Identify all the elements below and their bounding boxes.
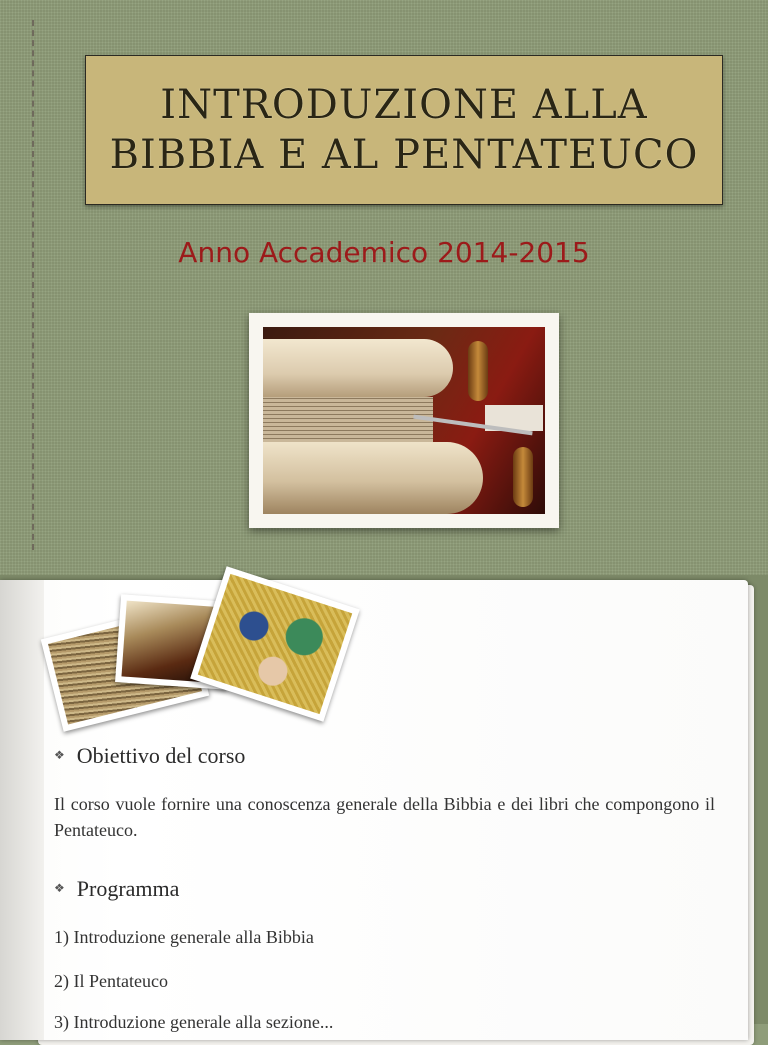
title-line-2: BIBBIA E AL PENTATEUCO — [109, 132, 699, 178]
section-heading-objective: ❖ Obiettivo del corso — [54, 743, 246, 768]
title-line-1: INTRODUZIONE ALLA — [160, 82, 648, 128]
section-heading-program: ❖ Programma — [54, 876, 180, 901]
torah-scroll-photo — [249, 313, 559, 528]
title-box — [85, 55, 723, 205]
program-item: 1) Introduzione generale alla Bibbia — [54, 927, 314, 947]
academic-year-subtitle: Anno Accademico 2014-2015 — [178, 236, 590, 269]
diamond-bullet-icon: ❖ — [54, 881, 65, 895]
program-item: 3) Introduzione generale alla sezione... — [54, 1012, 334, 1032]
program-item: 2) Il Pentateuco — [54, 971, 168, 991]
cover-title — [110, 80, 699, 180]
objective-text: Il corso vuole fornire una conoscenza generale della Bibbia e dei libri che compongono il Pentateuco. — [54, 794, 715, 840]
stitch-border — [32, 20, 34, 550]
diamond-bullet-icon: ❖ — [54, 748, 65, 762]
